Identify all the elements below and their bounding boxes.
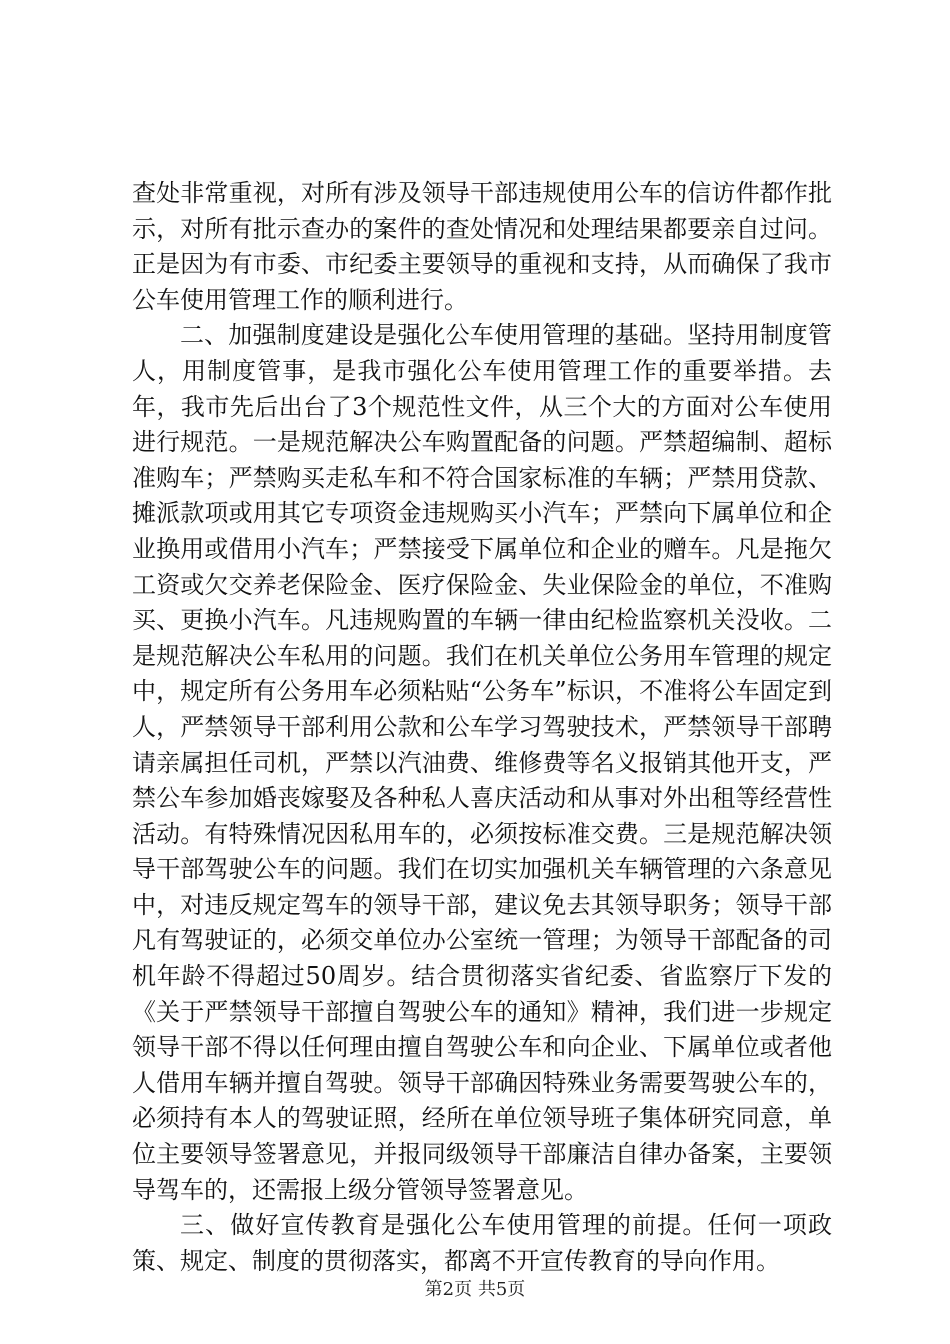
paragraph-section-two: 二、加强制度建设是强化公车使用管理的基础。坚持用制度管人，用制度管事，是我市强化公车使用管理工作的重要举措。去年，我市先后出台了3个规范性文件，从三个大的方面对公车使用进行规范。一是规范解决公车购置配备的问题。严禁超编制、超标准购车；严禁购买走私车和不符合国家标准的车辆；严禁用贷款、摊派款项或用其它专项资金违规购买小汽车；严禁向下属单位和企业换用或借用小汽车；严禁接受下属单位和企业的赠车。凡是拖欠工资或欠交养老保险金、医疗保险金、失业保险金的单位，不准购买、更换小汽车。凡违规购置的车辆一律由纪检监察机关没收。二是规范解决公车私用的问题。我们在机关单位公务用车管理的规定中，规定所有公务用车必须粘贴“公务车”标识，不准将公车固定到人，严禁领导干部利用公款和公车学习驾驶技术，严禁领导干部聘请亲属担任司机，严禁以汽油费、维修费等名义报销其他开支，严禁公车参加婚丧嫁娶及各种私人喜庆活动和从事对外出租等经营性活动。有特殊情况因私用车的，必须按标准交费。三是规范解决领导干部驾驶公车的问题。我们在切实加强机关车辆管理的六条意见中，对违反规定驾车的领导干部，建议免去其领导职务；领导干部凡有驾驶证的，必须交单位办公室统一管理；为领导干部配备的司机年龄不得超过50周岁。结合贯彻落实省纪委、省监察厅下发的《关于严禁领导干部擅自驾驶公车的通知》精神，我们进一步规定领导干部不得以任何理由擅自驾驶公车和向企业、下属单位或者他人借用车辆并擅自驾驶。领导干部确因特殊业务需要驾驶公车的，必须持有本人的驾驶证照，经所在单位领导班子集体研究同意，单位主要领导签署意见，并报同级领导干部廉洁自律办备案，主要领导驾车的，还需报上级分管领导签署意见。 xyxy=(132,321,832,1204)
page-footer: 第2页 共5页 xyxy=(424,1279,526,1300)
paragraph-section-three: 三、做好宣传教育是强化公车使用管理的前提。任何一项政策、规定、制度的贯彻落实，都离不开宣传教育的导向作用。 xyxy=(132,1211,832,1275)
document-body xyxy=(132,176,832,1279)
paragraph-continuation: 查处非常重视，对所有涉及领导干部违规使用公车的信访件都作批示，对所有批示查办的案件的查处情况和处理结果都要亲自过问。正是因为有市委、市纪委主要领导的重视和支持，从而确保了我市公车使用管理工作的顺利进行。 xyxy=(132,179,832,314)
